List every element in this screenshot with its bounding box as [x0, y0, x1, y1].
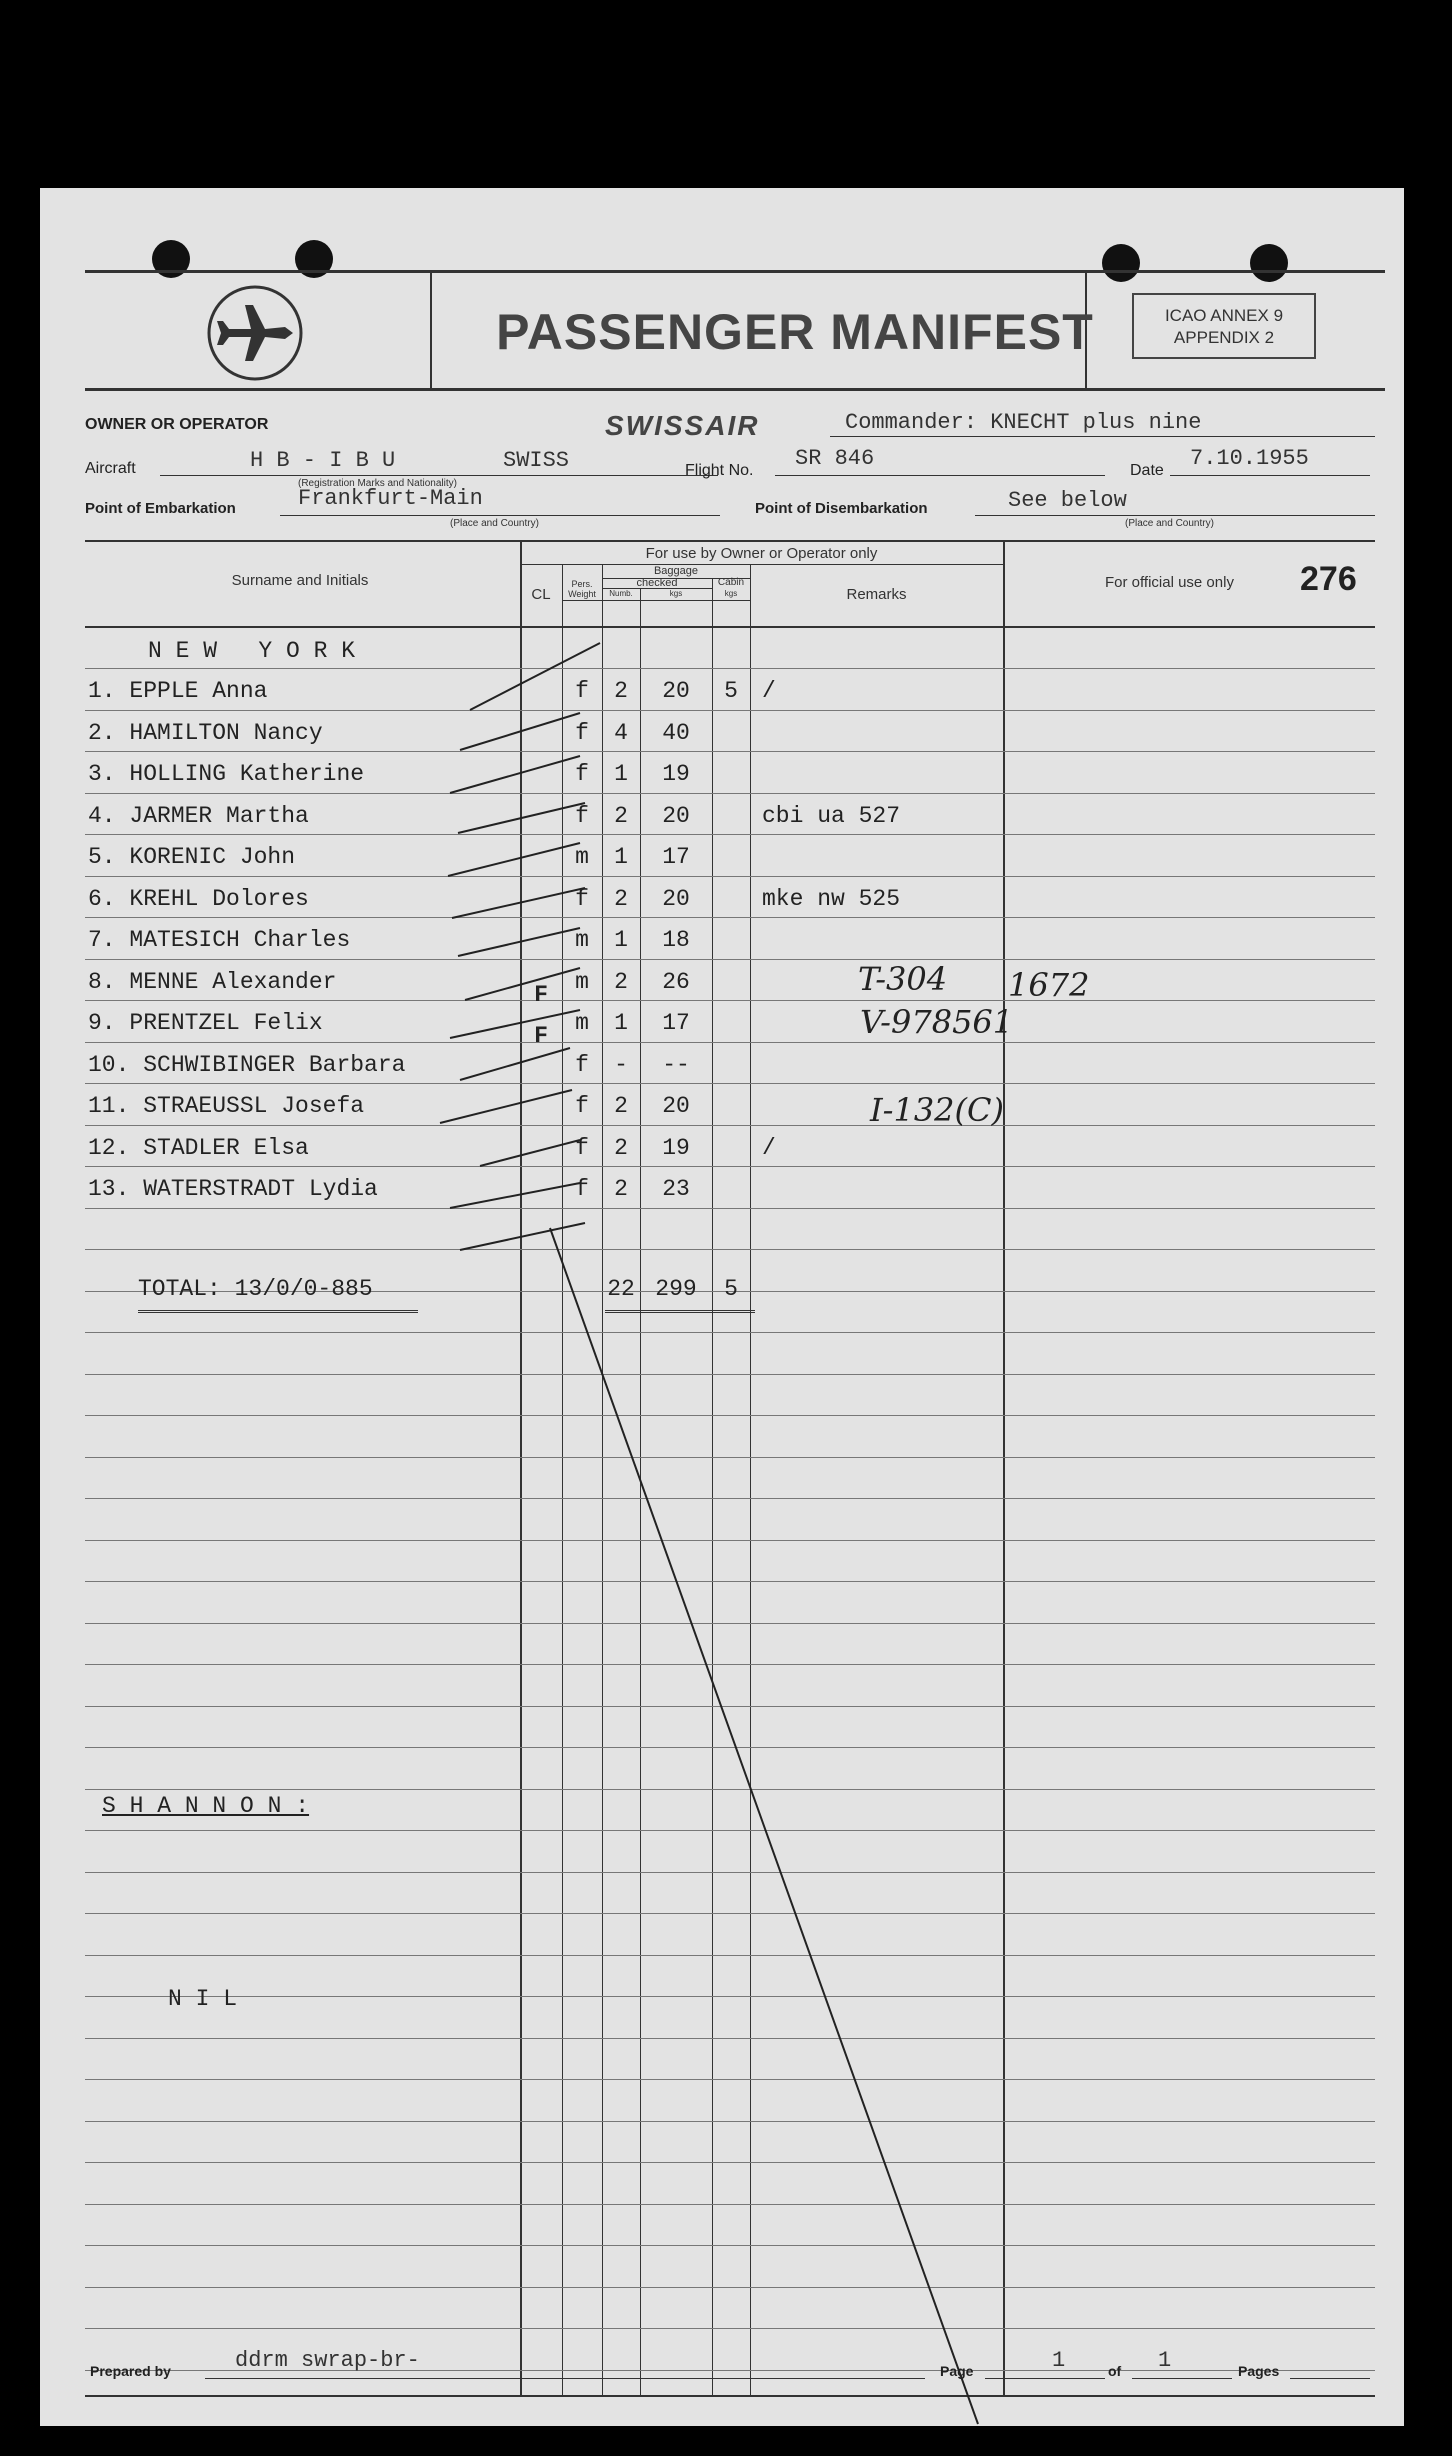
passenger-remarks: / — [762, 678, 776, 704]
passenger-name: 9. PRENTZEL Felix — [88, 1010, 323, 1036]
passenger-sex: f — [575, 761, 589, 787]
col-header-official: For official use only — [1105, 574, 1234, 591]
baggage-numb: 2 — [614, 1176, 628, 1202]
col-header-remarks: Remarks — [846, 586, 907, 603]
cl-mark-row-9: F — [534, 1023, 548, 1049]
passenger-sex: f — [575, 1093, 589, 1119]
col-header-surname: Surname and Initials — [231, 572, 369, 589]
prepared-label: Prepared by — [90, 2363, 171, 2379]
passenger-name: 5. KORENIC John — [88, 844, 296, 870]
baggage-numb: 2 — [614, 678, 628, 704]
passenger-name: 12. STADLER Elsa — [88, 1135, 309, 1161]
baggage-kgs: 26 — [662, 969, 690, 995]
baggage-kgs: 20 — [662, 803, 690, 829]
airline-name: SWISSAIR — [605, 410, 760, 441]
page-label: Page — [940, 2363, 974, 2379]
disembarkation-sublabel: (Place and Country) — [1125, 518, 1214, 529]
col-header-kgs-cabin: kgs — [724, 589, 738, 598]
baggage-numb: 1 — [614, 844, 628, 870]
of-label: of — [1108, 2363, 1122, 2379]
passenger-name: 13. WATERSTRADT Lydia — [88, 1176, 378, 1202]
passenger-sex: m — [575, 927, 589, 953]
col-header-pers-weight: Pers. Weight — [568, 579, 596, 599]
total-cabin: 5 — [724, 1276, 738, 1302]
handwritten-note-3: V-978561 — [860, 1003, 1014, 1041]
passenger-name: 3. HOLLING Katherine — [88, 761, 365, 787]
passenger-name: 1. EPPLE Anna — [88, 678, 268, 704]
passenger-sex: f — [575, 1052, 589, 1078]
passenger-name: 2. HAMILTON Nancy — [88, 720, 323, 746]
embarkation-sublabel: (Place and Country) — [450, 518, 539, 529]
baggage-numb: 1 — [614, 1010, 628, 1036]
baggage-numb: 2 — [614, 1135, 628, 1161]
passenger-sex: f — [575, 803, 589, 829]
baggage-kgs: -- — [662, 1052, 690, 1078]
icao-line-2: APPENDIX 2 — [1173, 328, 1275, 347]
baggage-kgs: 20 — [662, 1093, 690, 1119]
passenger-remarks: mke nw 525 — [762, 886, 901, 912]
section-heading-shannon: S H A N N O N : — [102, 1793, 310, 1819]
passenger-remarks: / — [762, 1135, 776, 1161]
baggage-numb: 2 — [614, 803, 628, 829]
handwritten-strokes — [40, 188, 1404, 2426]
total-label: TOTAL: 13/0/0-885 — [138, 1276, 373, 1302]
manifest-sheet — [40, 188, 1404, 2426]
passenger-name: 7. MATESICH Charles — [88, 927, 351, 953]
col-header-baggage: Baggage — [653, 565, 699, 577]
passenger-name: 10. SCHWIBINGER Barbara — [88, 1052, 406, 1078]
pages-label: Pages — [1238, 2363, 1280, 2379]
aircraft-registration: H B - I B U — [250, 448, 396, 473]
date-label: Date — [1130, 462, 1164, 479]
icao-line-1: ICAO ANNEX 9 — [1164, 306, 1284, 325]
baggage-kgs: 23 — [662, 1176, 690, 1202]
aircraft-nationality: SWISS — [503, 448, 570, 473]
passenger-sex: m — [575, 1010, 589, 1036]
section-heading-new-york: N E W Y O R K — [148, 638, 356, 664]
page-title: PASSENGER MANIFEST — [496, 304, 1094, 360]
col-header-kgs: kgs — [669, 589, 683, 598]
nil-entry: N I L — [168, 1986, 238, 2012]
col-header-cl: CL — [531, 586, 551, 603]
commander: Commander: KNECHT plus nine — [845, 410, 1202, 435]
passenger-name: 4. JARMER Martha — [88, 803, 309, 829]
baggage-kgs: 19 — [662, 761, 690, 787]
baggage-kgs: 20 — [662, 886, 690, 912]
baggage-numb: 1 — [614, 761, 628, 787]
baggage-kgs: 17 — [662, 1010, 690, 1036]
passenger-sex: m — [575, 969, 589, 995]
passenger-sex: f — [575, 678, 589, 704]
registration-sublabel: (Registration Marks and Nationality) — [298, 478, 457, 489]
flight-label: Flight No. — [685, 462, 754, 479]
disembarkation-value: See below — [1008, 488, 1127, 513]
passenger-sex: f — [575, 886, 589, 912]
baggage-kgs: 17 — [662, 844, 690, 870]
baggage-numb: 1 — [614, 927, 628, 953]
aircraft-label: Aircraft — [85, 460, 136, 477]
page-total: 1 — [1158, 2348, 1172, 2373]
baggage-kgs: 40 — [662, 720, 690, 746]
col-header-checked: checked — [636, 577, 678, 589]
baggage-numb: 2 — [614, 886, 628, 912]
prepared-value: ddrm swrap-br- — [235, 2348, 420, 2373]
col-header-operator-use: For use by Owner or Operator only — [645, 545, 878, 562]
total-numb: 22 — [607, 1276, 635, 1302]
col-header-cabin: Cabin — [717, 577, 745, 588]
cl-mark-row-8: F — [534, 982, 548, 1008]
handwritten-note-4: I-132(C) — [870, 1091, 1004, 1129]
passenger-sex: f — [575, 1135, 589, 1161]
baggage-numb: 4 — [614, 720, 628, 746]
page-number: 1 — [1052, 2348, 1066, 2373]
owner-label: OWNER OR OPERATOR — [85, 416, 269, 433]
disembarkation-label: Point of Disembarkation — [755, 500, 928, 517]
baggage-kgs: 18 — [662, 927, 690, 953]
baggage-numb: 2 — [614, 969, 628, 995]
cabin-kgs: 5 — [724, 678, 738, 704]
passenger-sex: f — [575, 1176, 589, 1202]
total-kgs: 299 — [655, 1276, 697, 1302]
handwritten-note-1: T-304 — [858, 960, 948, 998]
passenger-name: 6. KREHL Dolores — [88, 886, 309, 912]
passenger-remarks: cbi ua 527 — [762, 803, 901, 829]
passenger-name: 8. MENNE Alexander — [88, 969, 337, 995]
baggage-kgs: 19 — [662, 1135, 690, 1161]
flight-number: SR 846 — [795, 446, 875, 471]
baggage-numb: 2 — [614, 1093, 628, 1119]
flight-date: 7.10.1955 — [1190, 446, 1309, 471]
official-number: 276 — [1300, 560, 1357, 598]
embarkation-label: Point of Embarkation — [85, 500, 236, 517]
passenger-sex: m — [575, 844, 589, 870]
baggage-numb: - — [614, 1052, 628, 1078]
passenger-name: 11. STRAEUSSL Josefa — [88, 1093, 365, 1119]
embarkation-value: Frankfurt-Main — [298, 486, 483, 511]
baggage-kgs: 20 — [662, 678, 690, 704]
col-header-numb: Numb. — [609, 589, 633, 598]
passenger-sex: f — [575, 720, 589, 746]
handwritten-note-2: 1672 — [1008, 966, 1090, 1004]
